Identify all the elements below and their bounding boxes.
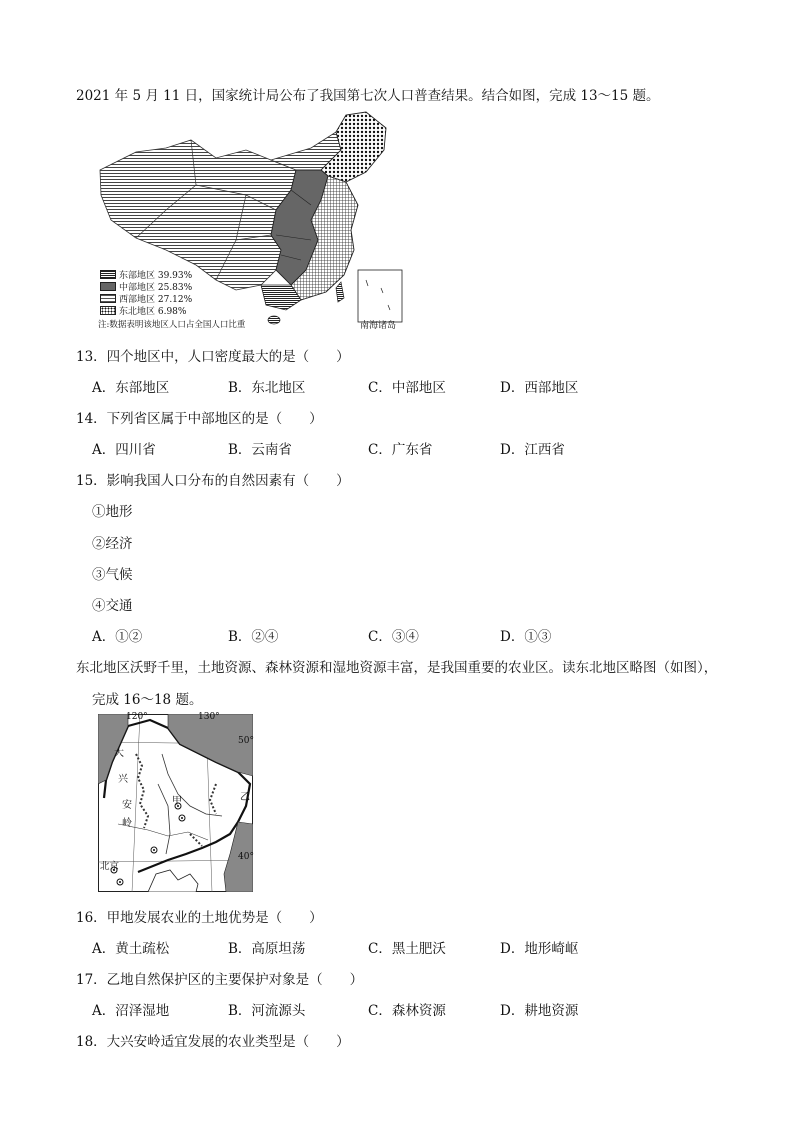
- northeast-swatch: [100, 306, 116, 315]
- q15-option-a[interactable]: A．①②: [92, 629, 143, 645]
- q13-option-a[interactable]: A．东部地区: [92, 380, 170, 396]
- q15-item-2: ②经济: [92, 536, 133, 552]
- q17-option-d[interactable]: D．耕地资源: [500, 1003, 579, 1019]
- question-16-stem: 16．甲地发展农业的土地优势是（ ）: [76, 910, 323, 926]
- question-15-stem: 15．影响我国人口分布的自然因素有（ ）: [76, 473, 350, 489]
- label-yi: 乙: [240, 792, 250, 803]
- west-swatch: [100, 294, 116, 303]
- lon-130-label: 130°: [198, 712, 220, 722]
- question-17-stem: 17．乙地自然保护区的主要保护对象是（ ）: [76, 972, 364, 988]
- lat-40-label: 40°: [238, 852, 254, 862]
- q17-option-a[interactable]: A．沼泽湿地: [92, 1003, 170, 1019]
- question-14-stem: 14．下列省区属于中部地区的是（ ）: [76, 411, 323, 427]
- q15-option-c[interactable]: C．③④: [368, 629, 419, 645]
- question-18-stem: 18．大兴安岭适宜发展的农业类型是（ ）: [76, 1034, 350, 1050]
- q13-option-b[interactable]: B．东北地区: [228, 380, 306, 396]
- label-jia: 甲: [172, 796, 182, 807]
- q15-item-3: ③气候: [92, 567, 133, 583]
- q16-option-d[interactable]: D．地形崎岖: [500, 941, 579, 957]
- q17-option-b[interactable]: B．河流源头: [228, 1003, 306, 1019]
- q13-option-c[interactable]: C．中部地区: [368, 380, 446, 396]
- label-ling: 岭: [122, 818, 132, 829]
- inset-label: 南海诸岛: [360, 321, 397, 331]
- label-beijing: 北京: [100, 861, 120, 872]
- label-xing: 兴: [118, 774, 128, 785]
- legend-west-label: 西部地区 27.12%: [119, 295, 193, 305]
- q16-option-a[interactable]: A．黄土疏松: [92, 941, 170, 957]
- south-china-sea-inset: [358, 270, 402, 322]
- label-da: 大: [114, 748, 124, 759]
- lat-50-label: 50°: [238, 736, 254, 746]
- legend-northeast-label: 东北地区 6.98%: [119, 307, 187, 317]
- q15-option-b[interactable]: B．②④: [228, 629, 279, 645]
- q14-option-b[interactable]: B．云南省: [228, 442, 292, 458]
- legend-central-label: 中部地区 25.83%: [119, 283, 193, 293]
- q15-option-d[interactable]: D．①③: [500, 629, 552, 645]
- label-an: 安: [122, 800, 132, 811]
- q16-option-c[interactable]: C．黑土肥沃: [368, 941, 446, 957]
- intro-text-1: 2021 年 5 月 11 日，国家统计局公布了我国第七次人口普查结果。结合如图，完成 13～15 题。: [76, 88, 660, 104]
- q14-option-d[interactable]: D．江西省: [500, 442, 565, 458]
- intro-text-2-line-1: 东北地区沃野千里，土地资源、森林资源和湿地资源丰富，是我国重要的农业区。读东北地区略图（如图），: [76, 660, 718, 676]
- intro-text-2-line-2: 完成 16～18 题。: [92, 692, 203, 708]
- legend-northeast: [100, 304, 186, 317]
- lon-120-label: 120°: [126, 712, 148, 722]
- q14-option-a[interactable]: A．四川省: [92, 442, 156, 458]
- northeast-region-map: [98, 714, 253, 892]
- q13-option-d[interactable]: D．西部地区: [500, 380, 579, 396]
- legend-east-label: 东部地区 39.93%: [119, 271, 193, 281]
- q17-option-c[interactable]: C．森林资源: [368, 1003, 446, 1019]
- q15-item-4: ④交通: [92, 598, 133, 614]
- map-note: 注:数据表明该地区人口占全国人口比重: [98, 320, 246, 330]
- question-13-stem: 13．四个地区中，人口密度最大的是（ ）: [76, 349, 350, 365]
- q14-option-c[interactable]: C．广东省: [368, 442, 433, 458]
- q16-option-b[interactable]: B．高原坦荡: [228, 941, 306, 957]
- q15-item-1: ①地形: [92, 504, 133, 520]
- east-swatch: [100, 270, 116, 279]
- central-swatch: [100, 282, 116, 291]
